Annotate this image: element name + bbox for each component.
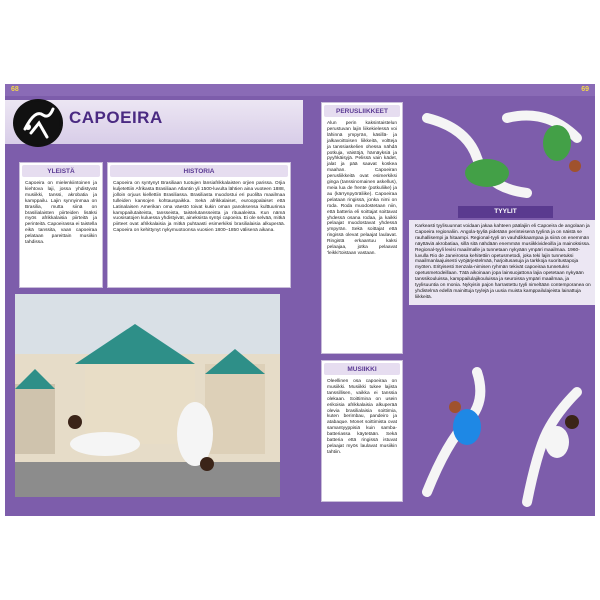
historia-text: Capoeira on syntynyt Brasiliaan tuotujen länsiafrikkalaisten orjien parissa. Orjia kuljetettiin Afrikasta Brasiliaan Atlantin yli 1500-luvulta lähtien aina vuoteen 1888, jolloin orjuus kiellettiin Brasiliassa. Brasiliasta muodostui eri puolilta maailmaa tulleiden kansojen kohtauspaikka. Sekä afrikkalaiset, eurooppalaiset että Latinalaisen Amerikan oma väestö toivat kukin oman panoksensa kulttuurinsa kamppailutaiteista, tansseista, taistelutansseista ja rituaaleista. Kun nämä vuosisatojen kuluessa yhdistyivät, aineksista syntyi capoeira. Ei ole selvää, mitkä piirteet ovat afrikkalaisia ja mitkä puhtaasti esimerkiksi brasilialaisia alkuperää. Capoeira on kehittynyt nykymuotoonsa vuosien 1800–1850 välisenä aikana. [113,181,285,234]
musiikki-heading: MUSIIKKI [324,363,400,375]
musiikki-box [321,360,403,502]
page-number-right: 69 [581,86,589,93]
tyylit-text: Karkeasti tyylisuunnat voidaan jakaa kahteen päälajiin eli Capoeira de angolaan ja Capoeira regionaliin. Angola-tyyliä pidetään perinteisenä tyylinä ja on näistä se rauhallisempi ja hitaampi. Regional-tyyli on vauhdikkaampaa ja siinä on enemmän näyttäviä akrobatiaa, sillä sitä nähdään enemmän musiikkivideoilla ja mainoksissa. Regional-tyyli levisi maailmalle ja tunnetaan nykyään ympäri maailmaa. 1960-luvulla Rio de Janeirossa kehitettiin opetusmetodi, joka teki lajin tunnetuksi maailmanlaajuisesti vyöjärjestelmää, harjoitusasuja ja tarkkoja suoritustapoja myöten. Erityisesti Senzala-nimisen ryhmän tekivät capoeiraa tunnetuksi opetusmetodeillaan. Tätä aikoinaan jopa lainsuojattona lajia opetetaan nykyään tanssikouluissa, kamppailulajikouluissa ja seuroissa ympäri maailmaa, ja tyylisuuntia on monia. Nykyisin pajon harrastettu tyyli nimeltään contemporanea on yhdistelmä edellä mainittuja tyylejä ja uusia muista kamppailulajeista lainattuja liikkeitä. [409,220,595,305]
left-page [5,84,303,516]
capoeira-logo-icon [13,99,63,147]
tyylit-heading: TYYLIT [458,206,553,218]
page-title: CAPOEIRA [69,108,163,127]
yleista-heading: YLEISTÄ [22,165,100,177]
right-page [303,84,595,516]
top-band [5,84,303,96]
top-band-right [303,84,595,96]
perusliikkeet-text: Alun perin kaksintaistelun perustuvan lajin liikekielessä voi lähinnä ympyrän, käsillä- ja jalkavoittoisen liikkeitä, voltteja ja tanssiaskelien ohessa nähdä potkuja, väistöjä, hämäyksiä ja pyyhkäisyjä. Pelissä vain kädet, jalat ja pää saavat koskea maahan. Capoeiran perusliikkeitä ovat esimerkiksi ginga (tanssinomainen askellus), meia lua de frente (potkuliike) ja au (kärrynpyöräliike). Capoeiraa pelataan ringissä, jonka nimi on roda. Roda muodostetaan niin, että batteria eli soittajat soittavat yhdessä osana rodaa, ja kaikki pelaajat muodostavat yhdessä ympyrän. Sekä soittajat että ringissä olevat pelaajat laulavat. Ringistä erkaantuu kaksi pelaajaa, jotka pelaavat 'leikki'toistaan vastaan. [327,121,397,256]
historia-box [107,162,291,288]
book-spread [5,84,595,516]
kick-blue-photo [407,352,593,512]
historia-heading: HISTORIA [110,165,288,177]
yleista-text: Capoeira on mielenkiintoinen ja kiehtova laji, jossa yhdistyvät musiikki, tanssi, akrobatia ja kamppailu. Lajin synnyinmaa on Brasilia, mutta siinä on brasilialaisten piirteiden lisäksi myös afrikkalaisia piirteitä ja perinteitä. Capoeirassa ei taistella eikä tanssita, vaan capoeiraa pelataan pareittain musiikin tahdissa. [25,181,97,246]
cartwheel-green-photo [407,98,593,208]
perusliikkeet-box [321,102,403,354]
church-capoeira-photo [15,294,280,497]
yleista-box [19,162,103,288]
page-number-left: 68 [11,86,19,93]
musiikki-text: Oleellinen osa capoeiraa on musiikki. Musiikki tukee lajista tanssillisen, vaikka ei tanssia olekaan. Soittimina on usein erikoisia afrikkalaisia alkuperää olevia brasilialaisia soittimia, kuten berimbau, pandeiro ja atabaque. Monet soittimista ovat samantyyppisiä kuin samba-batteriassa käytetään. Sekä batteria että ringissä istuvat pelaajat myös laulavat musiikin tahtiin. [327,379,397,455]
perusliikkeet-heading: PERUSLIIKKEET [324,105,400,117]
